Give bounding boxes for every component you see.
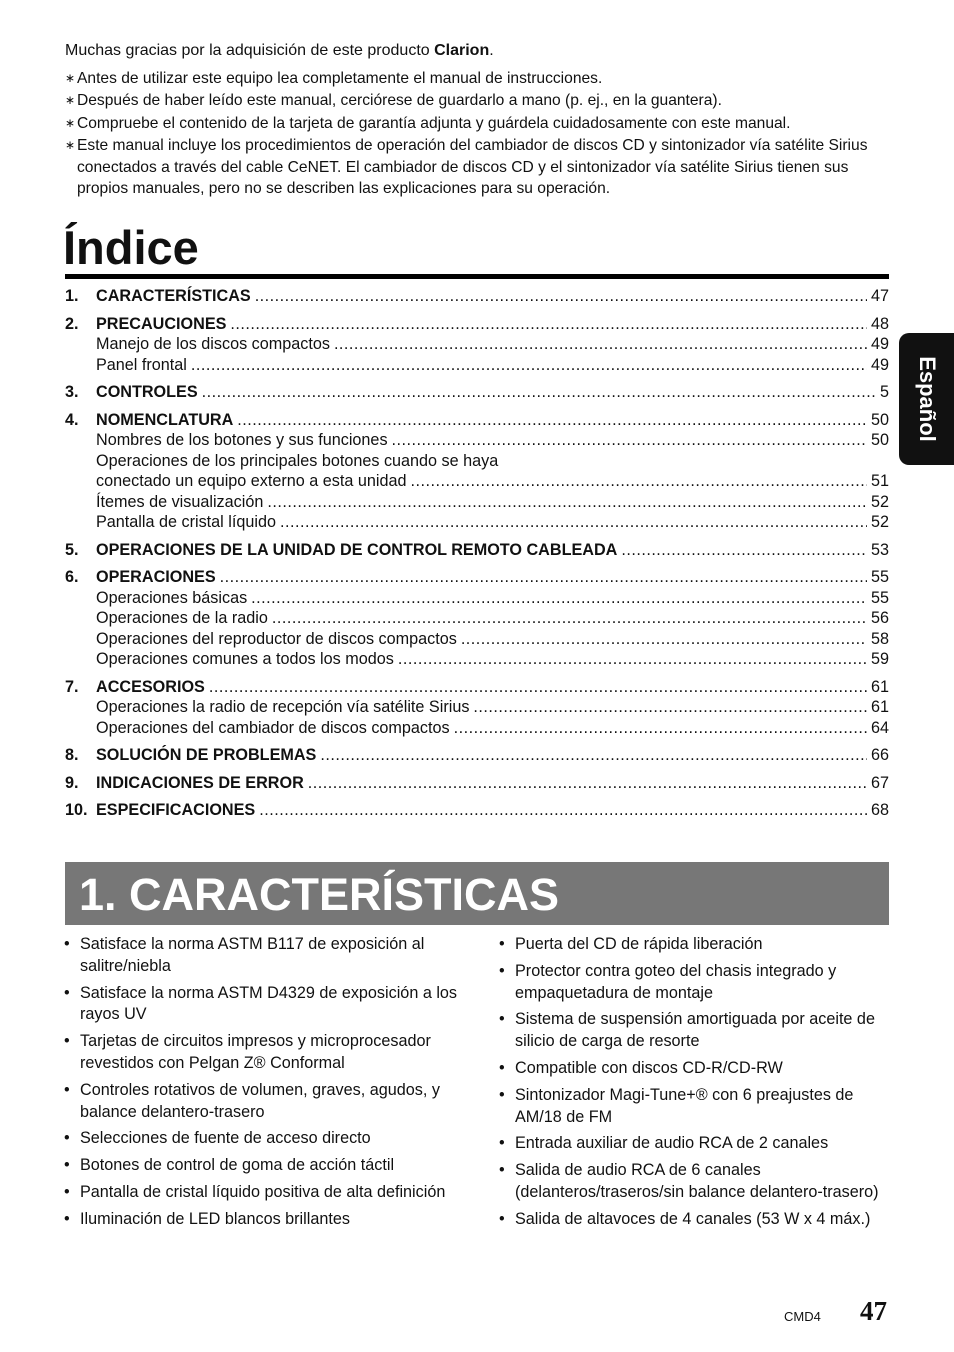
toc-entry — [65, 382, 889, 403]
toc-row[interactable] — [65, 773, 889, 794]
toc-label: PRECAUCIONES — [96, 314, 227, 333]
toc-sublabel: Operaciones de los principales botones cuando se haya — [96, 451, 499, 470]
toc-row[interactable] — [65, 745, 889, 766]
toc-label: INDICACIONES DE ERROR — [96, 773, 304, 792]
toc-sublabel: Operaciones básicas — [96, 588, 248, 607]
toc-page: 55 — [870, 568, 889, 586]
intro-note-text: Después de haber leído este manual, cerciórese de guardarlo a mano (p. ej., en la guantera). — [77, 92, 722, 109]
toc-number: 6. — [65, 568, 79, 586]
toc-label: OPERACIONES — [96, 568, 216, 586]
features-list-left — [64, 934, 464, 1236]
feature-item: • Iluminación de LED blancos brillantes — [64, 1209, 464, 1231]
toc-number: 5. — [65, 540, 79, 559]
toc-row[interactable] — [65, 410, 889, 431]
model-code: CMD4 — [784, 1309, 821, 1324]
toc-subrow[interactable] — [65, 355, 889, 376]
toc-subrow[interactable] — [65, 629, 889, 650]
feature-item: • Protector contra goteo del chasis integrado y empaquetadura de montaje — [499, 961, 889, 1005]
toc-page: 66 — [870, 746, 889, 764]
toc-leader — [308, 773, 867, 794]
language-tab — [899, 333, 954, 465]
toc-page: 68 — [870, 801, 889, 819]
toc-subrow[interactable] — [65, 608, 889, 629]
toc-page: 64 — [870, 718, 889, 737]
toc-label: CARACTERÍSTICAS — [96, 287, 251, 305]
feature-item: • Salida de audio RCA de 6 canales (delanteros/traseros/sin balance delantero-trasero) — [499, 1160, 889, 1204]
toc-sublabel: Operaciones comunes a todos los modos — [96, 650, 394, 668]
toc-label: CONTROLES — [96, 383, 198, 401]
toc-number: 10. — [65, 801, 88, 819]
toc-sublabel: Operaciones del cambiador de discos compactos — [96, 718, 450, 737]
toc-subrow[interactable] — [65, 471, 889, 492]
toc-entry — [65, 745, 889, 766]
toc-page: 47 — [870, 287, 889, 305]
toc-leader — [461, 629, 867, 650]
toc-number: 7. — [65, 677, 79, 696]
toc-page: 49 — [870, 355, 889, 374]
feature-item: • Salida de altavoces de 4 canales (53 W x 4 máx.) — [499, 1209, 889, 1231]
toc-entry — [65, 567, 889, 670]
toc-leader — [320, 745, 867, 766]
toc-subrow[interactable] — [65, 649, 889, 670]
toc-sublabel: conectado un equipo externo a esta unidad — [96, 472, 407, 490]
intro-note — [65, 68, 895, 90]
toc-sublabel: Panel frontal — [96, 355, 187, 374]
toc-subrow[interactable] — [65, 334, 889, 355]
thanks-line — [65, 40, 895, 62]
feature-item: • Tarjetas de circuitos impresos y microprocesador revestidos con Pelgan Z® Conformal — [64, 1031, 464, 1075]
toc-page: 61 — [870, 698, 889, 716]
toc-sublabel: Pantalla de cristal líquido — [96, 513, 276, 531]
toc-row[interactable] — [65, 567, 889, 588]
toc-page: 50 — [870, 410, 889, 429]
toc-number: 1. — [65, 287, 79, 305]
intro-note — [65, 113, 895, 135]
index-divider — [65, 274, 889, 279]
toc-leader — [191, 355, 867, 376]
toc-entry — [65, 800, 889, 821]
thanks-end: . — [489, 42, 494, 59]
toc-page: 5 — [879, 383, 889, 401]
toc-subrow[interactable] — [65, 697, 889, 718]
toc-page: 67 — [870, 773, 889, 792]
toc-sublabel: Operaciones del reproductor de discos compactos — [96, 629, 457, 648]
toc-row[interactable] — [65, 677, 889, 698]
index-title: Índice — [63, 221, 199, 274]
toc-page: 61 — [870, 677, 889, 696]
intro-notes — [65, 68, 895, 200]
feature-item: • Pantalla de cristal líquido positiva de alta definición — [64, 1182, 464, 1204]
toc-label: ACCESORIOS — [96, 677, 205, 696]
toc-leader — [220, 567, 867, 588]
asterisk-icon: ∗ — [65, 70, 76, 85]
toc-leader — [398, 649, 867, 670]
toc-leader — [392, 430, 867, 451]
language-tab-label: Español — [914, 356, 940, 442]
feature-item: • Satisface la norma ASTM B117 de exposición al salitre/niebla — [64, 934, 464, 978]
toc-number: 2. — [65, 314, 79, 333]
toc-leader — [237, 410, 867, 431]
toc-leader — [334, 334, 867, 355]
toc-page: 48 — [870, 314, 889, 333]
toc-row[interactable] — [65, 382, 889, 403]
toc-label: SOLUCIÓN DE PROBLEMAS — [96, 746, 317, 764]
asterisk-icon: ∗ — [65, 115, 76, 130]
feature-item: • Puerta del CD de rápida liberación — [499, 934, 889, 956]
table-of-contents — [65, 286, 889, 828]
toc-entry — [65, 540, 889, 561]
feature-item: • Sintonizador Magi-Tune+® con 6 preajustes de AM/18 de FM — [499, 1085, 889, 1129]
features-banner — [65, 862, 889, 925]
toc-label: ESPECIFICACIONES — [96, 801, 256, 819]
intro-note-text: Este manual incluye los procedimientos de operación del cambiador de discos CD y sintonizador vía satélite Sirius conectados a través del cable CeNET. El cambiador de discos CD y el sintonizador vía satélite Sirius tienen sus propios manuales, pero no se describen las explicaciones para su operación. — [77, 137, 868, 197]
toc-leader — [255, 286, 867, 307]
feature-item: • Controles rotativos de volumen, graves, agudos, y balance delantero-trasero — [64, 1080, 464, 1124]
toc-sublabel: Operaciones la radio de recepción vía satélite Sirius — [96, 698, 470, 716]
toc-sublabel: Nombres de los botones y sus funciones — [96, 431, 388, 449]
toc-leader — [202, 382, 876, 403]
feature-item: • Botones de control de goma de acción táctil — [64, 1155, 464, 1177]
toc-page: 52 — [870, 492, 889, 511]
toc-entry — [65, 410, 889, 533]
toc-row[interactable] — [65, 314, 889, 335]
intro-note-text: Compruebe el contenido de la tarjeta de garantía adjunta y guárdela cuidadosamente con este manual. — [77, 114, 791, 132]
toc-subrow[interactable] — [65, 588, 889, 609]
features-title: 1. CARACTERÍSTICAS — [79, 869, 560, 920]
toc-subrow[interactable] — [65, 451, 889, 472]
page-number: 47 — [860, 1296, 887, 1326]
feature-item: • Satisface la norma ASTM D4329 de exposición a los rayos UV — [64, 983, 464, 1027]
toc-leader — [209, 677, 867, 698]
intro-note — [65, 90, 895, 112]
toc-entry — [65, 677, 889, 739]
toc-sublabel: Ítemes de visualización — [96, 492, 264, 511]
toc-label: OPERACIONES DE LA UNIDAD DE CONTROL REMOTO CABLEADA — [96, 540, 618, 559]
toc-subrow[interactable] — [65, 492, 889, 513]
toc-sublabel: Operaciones de la radio — [96, 609, 268, 627]
intro-section — [65, 40, 895, 201]
toc-page: 55 — [870, 588, 889, 607]
feature-item: • Sistema de suspensión amortiguada por aceite de silicio de carga de resorte — [499, 1009, 889, 1053]
feature-item: • Compatible con discos CD-R/CD-RW — [499, 1058, 889, 1080]
toc-row[interactable] — [65, 800, 889, 821]
toc-number: 8. — [65, 746, 79, 764]
toc-number: 9. — [65, 773, 79, 792]
toc-page: 56 — [870, 609, 889, 627]
brand-name: Clarion — [434, 42, 490, 59]
toc-leader — [411, 471, 867, 492]
toc-leader — [473, 697, 867, 718]
toc-row[interactable] — [65, 540, 889, 561]
toc-leader — [621, 540, 867, 561]
toc-row[interactable] — [65, 286, 889, 307]
feature-item: • Entrada auxiliar de audio RCA de 2 canales — [499, 1133, 889, 1155]
features-list-right — [499, 934, 889, 1236]
toc-leader — [230, 314, 867, 335]
toc-entry — [65, 773, 889, 794]
toc-page: 51 — [870, 472, 889, 490]
toc-leader — [272, 608, 867, 629]
toc-sublabel: Manejo de los discos compactos — [96, 335, 330, 353]
toc-page: 58 — [870, 629, 889, 648]
toc-leader — [267, 492, 867, 513]
feature-item: • Selecciones de fuente de acceso directo — [64, 1128, 464, 1150]
toc-leader — [251, 588, 867, 609]
toc-page: 59 — [870, 650, 889, 668]
intro-note-text: Antes de utilizar este equipo lea completamente el manual de instrucciones. — [77, 69, 603, 87]
asterisk-icon: ∗ — [65, 93, 76, 107]
toc-subrow[interactable] — [65, 718, 889, 739]
toc-page: 53 — [870, 540, 889, 559]
toc-leader — [454, 718, 867, 739]
toc-subrow[interactable] — [65, 430, 889, 451]
toc-page: 52 — [870, 513, 889, 531]
toc-entry — [65, 314, 889, 376]
toc-entry — [65, 286, 889, 307]
toc-subrow[interactable] — [65, 512, 889, 533]
toc-leader — [259, 800, 867, 821]
toc-number: 3. — [65, 383, 79, 401]
toc-page: 50 — [870, 431, 889, 449]
intro-note — [65, 135, 895, 200]
thanks-text: Muchas gracias por la adquisición de este producto — [65, 42, 435, 59]
toc-page: 49 — [870, 335, 889, 353]
toc-number: 4. — [65, 410, 79, 429]
toc-label: NOMENCLATURA — [96, 410, 234, 429]
asterisk-icon: ∗ — [65, 138, 76, 152]
toc-leader — [280, 512, 867, 533]
